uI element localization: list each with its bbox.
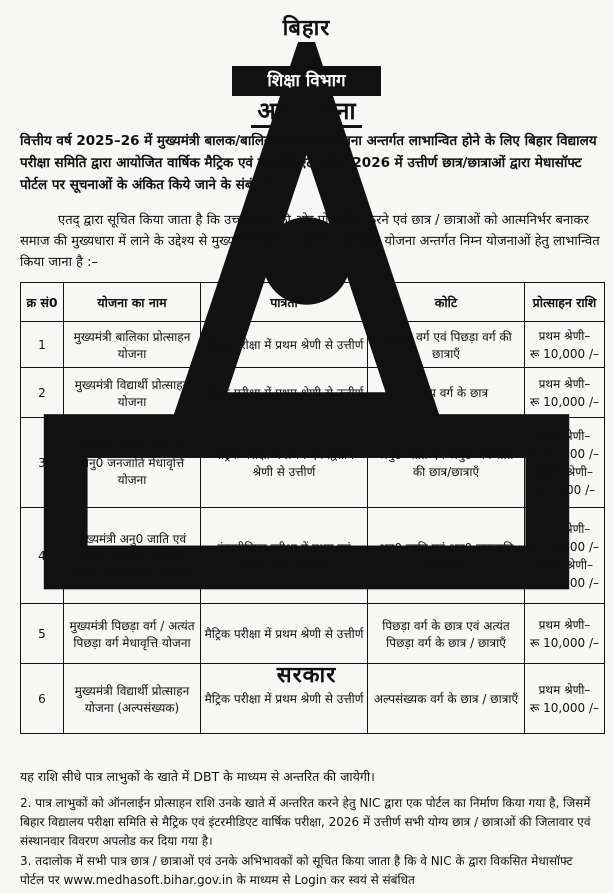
cell-scheme-name: मुख्यमंत्री अनु0 जाति एवं अनु0 जनजाति मेधावृत्ति योजना (इंटरमीडिएट उत्तीर्ण) xyxy=(64,508,201,604)
cell-sn: 3 xyxy=(21,418,64,508)
cell-category: सामान्य वर्ग के छात्र xyxy=(368,368,525,418)
department-label: शिक्षा विभाग xyxy=(232,66,381,96)
amount-line: प्रथम श्रेणी– xyxy=(538,428,591,443)
col-header-amount: प्रोत्साहन राशि xyxy=(525,283,605,322)
footnote-3: 3. तदालोक में सभी पात्र छात्र / छात्राओं एवं उनके अभिभावकों को सूचित किया जाता है कि वे NIC के द्वारा विकसित मेधासॉफ्ट पोर्टल पर www.medhasoft.bihar.gov.in के माध्यम से Login कर स्वयं से संबंधित xyxy=(20,854,573,887)
col-header-sn: क्र सं0 xyxy=(21,283,64,322)
cell-category: अनु0 जाति एवं अनु0 जनजाति की छात्राएँ xyxy=(368,508,525,604)
cell-eligibility: मैट्रिक परीक्षा में प्रथम श्रेणी से उत्तीर्ण xyxy=(201,664,368,734)
intro-text: वित्तीय वर्ष 2025–26 में मुख्यमंत्री बालक/बालिका प्रोत्साहन योजना अन्तर्गत लाभान्वित होने के लिए बिहार विद्यालय परीक्षा समिति द्वारा आयोजित वार्षिक मैट्रिक एवं इंटरमीडिएट परीक्षा 2026 में उत्तीर्ण छात्र/छात्राओं द्वारा मेधासॉफ्ट पोर्टल पर सूचनाओं के अंकित किये जाने के संबंध में। xyxy=(20,133,597,193)
cell-sn: 2 xyxy=(21,368,64,418)
amount-line: रू 10,000 /– xyxy=(530,346,599,361)
cell-eligibility: इंटरमीडिएट परीक्षा में प्रथम एवं द्वितीय श्रेणी से उत्तीर्ण xyxy=(201,508,368,604)
footnote-2: 2. पात्र लाभुकों को ऑनलाईन प्रोत्साहन राशि उनके खाते में अन्तरित करने हेतु NIC द्वारा एक पोर्टल का निर्माण किया गया है, जिसमें बिहार विद्यालय परीक्षा समिति से मैट्रिक एवं इंटरमीडिएट वार्षिक परीक्षा, 2026 में उत्तीर्ण सभी योग्य छात्र / छात्राओं की जिलावार एवं संस्थानवार विवरण अपलोड कर दिया गया है। xyxy=(20,796,591,848)
table-row xyxy=(21,368,605,418)
amount-line: रू 10,000 /– xyxy=(530,700,599,715)
cell-amount xyxy=(525,664,605,734)
amount-line: रू 10,000 /– xyxy=(530,575,599,590)
cell-eligibility: मैट्रिक परीक्षा में प्रथम एवं द्वितीय श्रेणी से उत्तीर्ण xyxy=(201,418,368,508)
schemes-table xyxy=(20,282,605,734)
amount-line: रू 10,000 /– xyxy=(530,394,599,409)
amount-line: रू 8,000 /– xyxy=(533,482,596,497)
notice-title: आम सूचना xyxy=(0,94,613,127)
cell-amount xyxy=(525,418,605,508)
table-row xyxy=(21,322,605,368)
col-header-eligibility: पात्रता xyxy=(201,283,368,322)
cell-scheme-name: मुख्यमंत्री अनु0 जाति एवं अनु0 जनजाति मेधावृत्ति योजना xyxy=(64,418,201,508)
table-row xyxy=(21,508,605,604)
header-right-text: सरकार xyxy=(276,663,337,688)
col-header-name: योजना का नाम xyxy=(64,283,201,322)
cell-category: अनु0 जाति एवं अनु0 जनजाति की छात्र/छात्राएँ xyxy=(368,418,525,508)
cell-amount xyxy=(525,322,605,368)
cell-sn: 1 xyxy=(21,322,64,368)
table-header-row xyxy=(21,283,605,322)
table-row xyxy=(21,604,605,664)
cell-category: अल्पसंख्यक वर्ग के छात्र / छात्राएँ xyxy=(368,664,525,734)
amount-line: प्रथम श्रेणी– xyxy=(538,617,591,632)
cell-amount xyxy=(525,604,605,664)
header-left-text: बिहार xyxy=(282,16,331,41)
intro-paragraph: एतद् द्वारा सूचित किया जाता है कि उच्च शिक्षा की ओर प्रोत्साहित करने एवं छात्र / छात्राओं को आत्मनिर्भर बनाकर समाज की मुख्यधारा में लाने के उद्देश्य से मुख्यमंत्री बालक / बालिका प्रोत्साहन योजना अन्तर्गत निम्न योजनाओं हेतु लाभान्वित किया जाना है :– xyxy=(20,213,600,270)
cell-sn: 6 xyxy=(21,664,64,734)
cell-scheme-name: मुख्यमंत्री बालिका प्रोत्साहन योजना xyxy=(64,322,201,368)
cell-category: पिछड़ा वर्ग के छात्र एवं अत्यंत पिछड़ा वर्ग के छात्र / छात्राएँ xyxy=(368,604,525,664)
cell-sn: 4 xyxy=(21,508,64,604)
cell-eligibility: मैट्रिक परीक्षा में प्रथम श्रेणी से उत्तीर्ण xyxy=(201,604,368,664)
table-row xyxy=(21,664,605,734)
cell-sn: 5 xyxy=(21,604,64,664)
cell-scheme-name: मुख्यमंत्री विद्यार्थी प्रोत्साहन योजना xyxy=(64,368,201,418)
col-header-category: कोटि xyxy=(368,283,525,322)
cell-eligibility: मैट्रिक परीक्षा में प्रथम श्रेणी से उत्तीर्ण xyxy=(201,322,368,368)
amount-line: रू 10,000 /– xyxy=(530,635,599,650)
amount-line: प्रथम श्रेणी– xyxy=(538,376,591,391)
cell-scheme-name: मुख्यमंत्री विद्यार्थी प्रोत्साहन योजना (अल्पसंख्यक) xyxy=(64,664,201,734)
cell-amount xyxy=(525,508,605,604)
footnote-1: यह राशि सीधे पात्र लाभुकों के खाते में DBT के माध्यम से अन्तरित की जायेगी। xyxy=(20,769,375,784)
amount-line: रू 15,000 /– xyxy=(530,539,599,554)
amount-line: प्रथम श्रेणी– xyxy=(538,682,591,697)
cell-category: सामान्य वर्ग एवं पिछड़ा वर्ग की छात्राएँ xyxy=(368,322,525,368)
amount-line: प्रथम श्रेणी– xyxy=(538,521,591,536)
cell-scheme-name: मुख्यमंत्री पिछड़ा वर्ग / अत्यंत पिछड़ा वर्ग मेधावृत्ति योजना xyxy=(64,604,201,664)
amount-line: द्वितीय श्रेणी– xyxy=(535,464,593,479)
amount-line: प्रथम श्रेणी– xyxy=(538,328,591,343)
table-row xyxy=(21,418,605,508)
amount-line: द्वितीय श्रेणी– xyxy=(535,557,593,572)
cell-eligibility: मैट्रिक परीक्षा में प्रथम श्रेणी से उत्तीर्ण xyxy=(201,368,368,418)
amount-line: रू 10,000 /– xyxy=(530,446,599,461)
cell-amount xyxy=(525,368,605,418)
